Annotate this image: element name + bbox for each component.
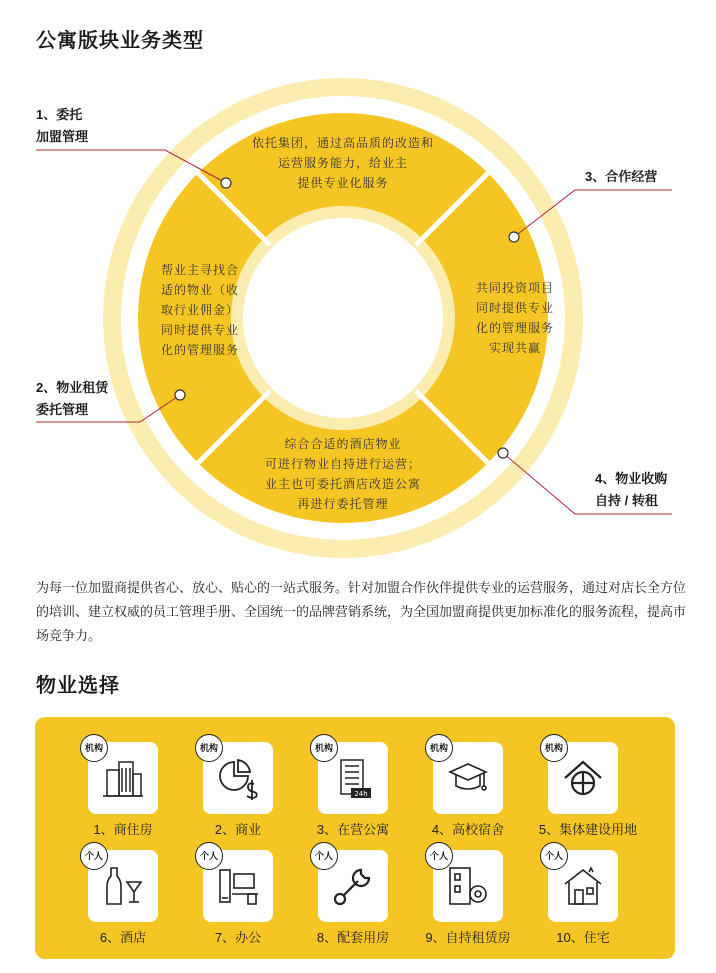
segment-top-text: 依托集团，通过高品质的改造和 运营服务能力，给业主 提供专业化服务 bbox=[251, 136, 434, 190]
hotel-icon bbox=[101, 864, 145, 908]
badge: 机构 bbox=[310, 734, 338, 762]
badge: 机构 bbox=[80, 734, 108, 762]
property-card bbox=[84, 850, 158, 922]
property-options-panel bbox=[35, 717, 675, 959]
callout-label-3: 3、合作经营 bbox=[585, 169, 658, 184]
badge: 个人 bbox=[540, 842, 568, 870]
property-card bbox=[429, 850, 503, 922]
badge: 个人 bbox=[310, 842, 338, 870]
commerce-icon bbox=[216, 756, 260, 800]
property-label: 3、在营公寓 bbox=[316, 822, 390, 837]
property-card bbox=[84, 742, 158, 814]
property-label: 5、集体建设用地 bbox=[538, 822, 638, 837]
badge: 机构 bbox=[425, 734, 453, 762]
badge: 机构 bbox=[195, 734, 223, 762]
property-label: 2、商业 bbox=[214, 822, 262, 837]
land-icon bbox=[561, 756, 605, 800]
property-card bbox=[199, 850, 273, 922]
office-icon bbox=[216, 864, 260, 908]
segment-left-text: 帮业主寻找合 适的物业（收 取行业佣金） 同时提供专业 化的管理服务 bbox=[160, 263, 239, 357]
center-circle bbox=[243, 218, 443, 418]
segment-bottom-text: 综合合适的酒店物业 可进行物业自持进行运营； 业主也可委托酒店改造公寓 再进行委托管理 bbox=[264, 437, 421, 511]
property-card bbox=[544, 742, 618, 814]
segment-right-text: 共同投资项目 同时提供专业 化的管理服务 实现共赢 bbox=[475, 281, 554, 355]
callout-label-1: 1、委托 加盟管理 bbox=[36, 107, 89, 144]
section-title-property: 物业选择 bbox=[36, 675, 120, 697]
property-card bbox=[314, 850, 388, 922]
property-card bbox=[314, 742, 388, 814]
property-label: 10、住宅 bbox=[556, 930, 610, 945]
property-card bbox=[199, 742, 273, 814]
dormitory-icon bbox=[446, 756, 490, 800]
property-label: 7、办公 bbox=[214, 930, 262, 945]
callout-dot-4 bbox=[498, 448, 508, 458]
property-label: 6、酒店 bbox=[99, 930, 147, 945]
svg-text:24h: 24h bbox=[354, 790, 368, 798]
callout-label-4: 4、物业收购 自持 / 转租 bbox=[595, 471, 668, 508]
rental-icon bbox=[446, 864, 490, 908]
callout-label-2: 2、物业租赁 委托管理 bbox=[36, 380, 109, 417]
property-label: 1、商住房 bbox=[93, 822, 153, 837]
callout-dot-2 bbox=[175, 390, 185, 400]
building-icon bbox=[101, 756, 145, 800]
badge: 机构 bbox=[540, 734, 568, 762]
property-label: 9、自持租赁房 bbox=[425, 930, 511, 945]
callout-dot-3 bbox=[509, 232, 519, 242]
page-title: 公寓版块业务类型 bbox=[36, 30, 204, 52]
wrench-icon bbox=[331, 864, 375, 908]
property-card bbox=[544, 850, 618, 922]
house-icon bbox=[561, 864, 605, 908]
property-card bbox=[429, 742, 503, 814]
property-label: 4、高校宿舍 bbox=[431, 822, 505, 837]
badge: 个人 bbox=[80, 842, 108, 870]
badge: 个人 bbox=[195, 842, 223, 870]
apartment-icon bbox=[331, 756, 375, 800]
property-label: 8、配套用房 bbox=[316, 930, 390, 945]
badge: 个人 bbox=[425, 842, 453, 870]
description-paragraph: 为每一位加盟商提供省心、放心、贴心的一站式服务。针对加盟合作伙伴提供专业的运营服务，通过对店长全方位的培训、建立权威的员工管理手册、全国统一的品牌营销系统，为全国加盟商提供更加标准化的服务流程，提高市场竞争力。 bbox=[36, 580, 687, 643]
